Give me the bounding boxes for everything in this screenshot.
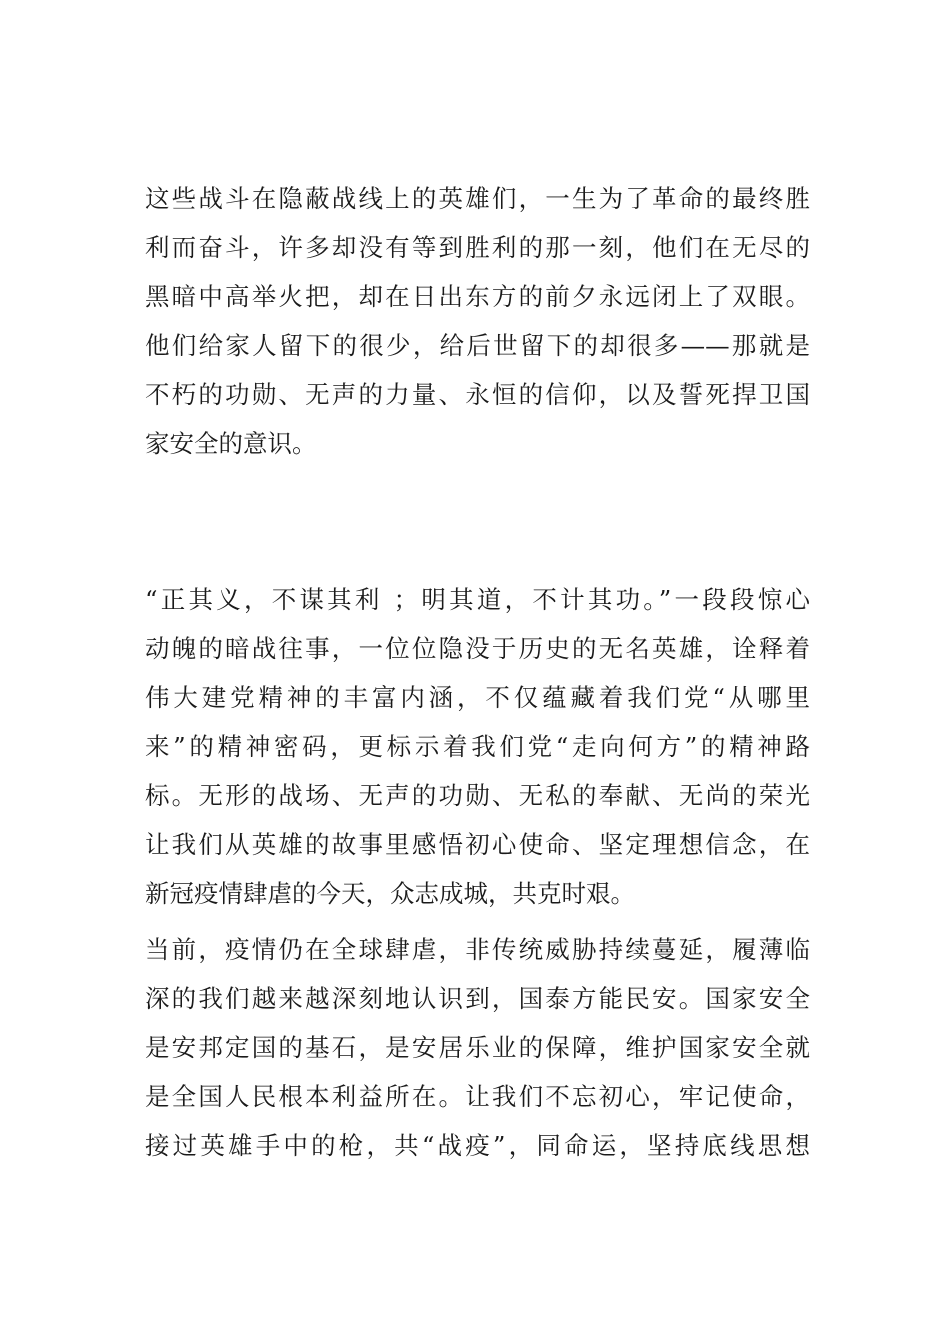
- paragraph-1: [145, 174, 810, 468]
- text-line: 标。无形的战场、无声的功勋、无私的奉献、无尚的荣光: [145, 781, 810, 810]
- text-line: 是全国人民根本利益所在。让我们不忘初心，牢记使命，: [145, 1082, 810, 1111]
- text-line: 他们给家人留下的很少，给后世留下的却很多——那就是: [145, 331, 810, 360]
- text-line: 深的我们越来越深刻地认识到，国泰方能民安。国家安全: [145, 984, 810, 1013]
- text-line: 这些战斗在隐蔽战线上的英雄们，一生为了革命的最终胜: [145, 184, 810, 213]
- paragraph-2: [145, 575, 810, 918]
- text-line: 来”的精神密码，更标示着我们党“走向何方”的精神路: [145, 732, 810, 761]
- text-line: 利而奋斗，许多却没有等到胜利的那一刻，他们在无尽的: [145, 233, 810, 262]
- text-line: 黑暗中高举火把，却在日出东方的前夕永远闭上了双眼。: [145, 282, 810, 311]
- text-line: 不朽的功勋、无声的力量、永恒的信仰，以及誓死捍卫国: [145, 380, 810, 409]
- text-line: 动魄的暗战往事，一位位隐没于历史的无名英雄，诠释着: [145, 634, 810, 663]
- text-line: “正其义，不谋其利 ；明其道，不计其功。”一段段惊心: [145, 585, 810, 614]
- text-line: 当前，疫情仍在全球肆虐，非传统威胁持续蔓延，履薄临: [145, 935, 810, 964]
- paragraph-3: [145, 925, 810, 1170]
- text-line: 让我们从英雄的故事里感悟初心使命、坚定理想信念，在: [145, 830, 810, 859]
- text-line: 是安邦定国的基石，是安居乐业的保障，维护国家安全就: [145, 1033, 810, 1062]
- text-line: 接过英雄手中的枪，共“战疫”，同命运，坚持底线思想: [145, 1131, 810, 1160]
- text-line: 新冠疫情肆虐的今天，众志成城，共克时艰。: [145, 879, 635, 908]
- text-line: 伟大建党精神的丰富内涵，不仅蕴藏着我们党“从哪里: [145, 683, 810, 712]
- text-line: 家安全的意识。: [145, 429, 317, 458]
